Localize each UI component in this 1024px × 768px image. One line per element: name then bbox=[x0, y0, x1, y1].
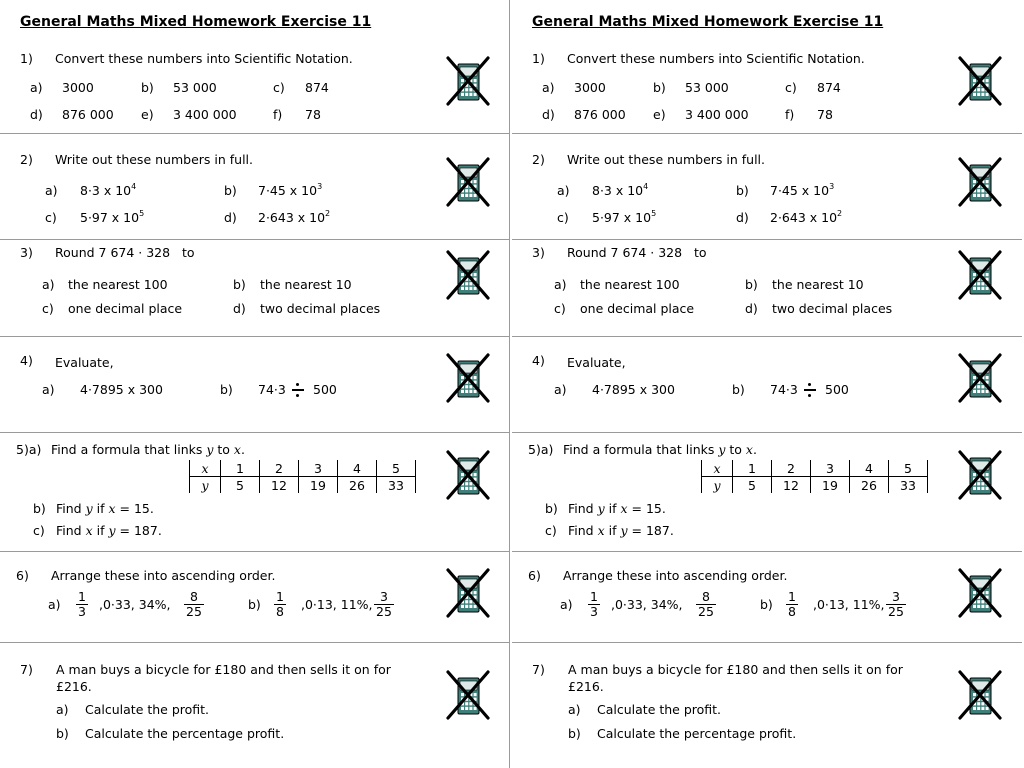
part-value: 3000 bbox=[62, 80, 94, 95]
part-label: a) bbox=[568, 702, 581, 717]
divide-sign-icon bbox=[292, 383, 304, 397]
part-label: e) bbox=[141, 107, 154, 122]
part-label: d) bbox=[542, 107, 555, 122]
question-prompt: Round 7 674 · 328 to bbox=[55, 245, 195, 260]
xy-table bbox=[701, 460, 928, 493]
part-word: Find bbox=[56, 523, 86, 538]
variable: y bbox=[620, 523, 628, 538]
table-cell: 5 bbox=[733, 477, 772, 494]
prompt-text: to bbox=[725, 442, 746, 457]
part-label: f) bbox=[785, 107, 795, 122]
table-cell: 2 bbox=[772, 460, 811, 477]
section-divider bbox=[512, 336, 1022, 337]
part-value bbox=[592, 210, 656, 227]
part-label: a) bbox=[48, 597, 61, 612]
section-divider bbox=[0, 432, 510, 433]
question-prompt: Evaluate, bbox=[567, 355, 626, 370]
part-label: b) bbox=[653, 80, 666, 95]
part-text: two decimal places bbox=[260, 301, 381, 316]
part-label: a) bbox=[42, 277, 55, 292]
part-value: 78 bbox=[305, 107, 321, 122]
part-exponent: 5 bbox=[651, 209, 657, 218]
no-calculator-icon bbox=[958, 56, 1002, 106]
question-prompt: Round 7 674 · 328 to bbox=[567, 245, 707, 260]
question-number: 2) bbox=[532, 152, 545, 167]
part-text: Calculate the percentage profit. bbox=[597, 726, 797, 741]
part-label: d) bbox=[736, 210, 749, 225]
part-value bbox=[592, 183, 648, 200]
part-word: if bbox=[92, 523, 109, 538]
part-label: d) bbox=[233, 301, 246, 316]
part-text: the nearest 100 bbox=[68, 277, 168, 292]
part-text: ,0·33, 34%, bbox=[99, 597, 171, 612]
part-label: a) bbox=[560, 597, 573, 612]
table-header: x bbox=[702, 460, 733, 477]
question-number: 5)a) bbox=[528, 442, 554, 457]
part-exponent: 3 bbox=[829, 182, 835, 191]
section-divider bbox=[512, 133, 1022, 134]
table-cell: 5 bbox=[377, 460, 416, 477]
xy-table bbox=[189, 460, 416, 493]
part-text: one decimal place bbox=[580, 301, 695, 316]
part-label: b) bbox=[736, 183, 749, 198]
table-cell: 26 bbox=[338, 477, 377, 494]
part-label: b) bbox=[248, 597, 261, 612]
fraction bbox=[184, 590, 204, 619]
part-label: d) bbox=[30, 107, 43, 122]
section-divider bbox=[0, 642, 510, 643]
part-text: Calculate the profit. bbox=[85, 702, 210, 717]
part-text: Calculate the profit. bbox=[597, 702, 722, 717]
part-base: 8·3 x 10 bbox=[592, 183, 644, 198]
part-word: = 15. bbox=[115, 501, 154, 516]
part-value bbox=[258, 183, 322, 200]
section-divider bbox=[0, 239, 510, 240]
part-value bbox=[258, 210, 330, 227]
page-title: General Maths Mixed Homework Exercise 11 bbox=[20, 14, 372, 30]
denominator: 3 bbox=[78, 604, 86, 619]
part-exponent: 4 bbox=[643, 182, 649, 191]
part-label: c) bbox=[554, 301, 566, 316]
table-cell: 19 bbox=[299, 477, 338, 494]
part-word: = 15. bbox=[627, 501, 666, 516]
part-label: b) bbox=[220, 382, 233, 397]
part-text: 500 bbox=[313, 382, 337, 397]
part-word: if bbox=[604, 501, 621, 516]
part-text: 500 bbox=[825, 382, 849, 397]
table-cell: 5 bbox=[889, 460, 928, 477]
page-title: General Maths Mixed Homework Exercise 11 bbox=[532, 14, 884, 30]
part-label: c) bbox=[545, 523, 557, 538]
part-exponent: 2 bbox=[325, 209, 331, 218]
divide-sign-icon bbox=[804, 383, 816, 397]
part-text: two decimal places bbox=[772, 301, 893, 316]
question-text: A man buys a bicycle for £180 and then sells it on for bbox=[56, 662, 391, 677]
question-text: £216. bbox=[568, 679, 604, 694]
question-number: 7) bbox=[532, 662, 545, 677]
no-calculator-icon bbox=[958, 568, 1002, 618]
part-label: b) bbox=[141, 80, 154, 95]
denominator: 25 bbox=[186, 604, 202, 619]
prompt-text: Find a formula that links bbox=[51, 442, 207, 457]
section-divider bbox=[0, 336, 510, 337]
part-label: b) bbox=[224, 183, 237, 198]
prompt-text: . bbox=[240, 442, 245, 457]
table-row bbox=[190, 460, 416, 477]
part-label: b) bbox=[56, 726, 69, 741]
numerator: 1 bbox=[590, 589, 598, 604]
part-value: 78 bbox=[817, 107, 833, 122]
denominator: 25 bbox=[888, 604, 904, 619]
variable: x bbox=[108, 501, 116, 516]
fraction bbox=[274, 590, 286, 619]
part-base: 7·45 x 10 bbox=[258, 183, 318, 198]
part-word: Find bbox=[56, 501, 86, 516]
part-label: c) bbox=[42, 301, 54, 316]
table-cell: 12 bbox=[772, 477, 811, 494]
section-divider bbox=[512, 642, 1022, 643]
part-value: 3000 bbox=[574, 80, 606, 95]
part-label: c) bbox=[273, 80, 285, 95]
table-cell: 1 bbox=[733, 460, 772, 477]
no-calculator-icon bbox=[446, 568, 490, 618]
no-calculator-icon bbox=[446, 670, 490, 720]
part-label: a) bbox=[56, 702, 69, 717]
part-label: e) bbox=[653, 107, 666, 122]
part-label: d) bbox=[745, 301, 758, 316]
part-label: b) bbox=[233, 277, 246, 292]
section-divider bbox=[512, 551, 1022, 552]
table-cell: 3 bbox=[811, 460, 850, 477]
denominator: 25 bbox=[376, 604, 392, 619]
table-row bbox=[190, 477, 416, 494]
part-label: f) bbox=[273, 107, 283, 122]
part-text: the nearest 10 bbox=[772, 277, 864, 292]
fraction bbox=[786, 590, 798, 619]
table-cell: 1 bbox=[221, 460, 260, 477]
part-base: 2·643 x 10 bbox=[258, 210, 326, 225]
variable: y bbox=[206, 442, 214, 457]
part-label: a) bbox=[542, 80, 555, 95]
prompt-text: to bbox=[213, 442, 234, 457]
section-divider bbox=[512, 432, 1022, 433]
section-divider bbox=[0, 133, 510, 134]
variable: y bbox=[108, 523, 116, 538]
part-text bbox=[568, 523, 674, 538]
table-cell: 3 bbox=[299, 460, 338, 477]
table-cell: 12 bbox=[260, 477, 299, 494]
table-row bbox=[702, 460, 928, 477]
table-header: y bbox=[702, 477, 733, 494]
question-number: 6) bbox=[16, 568, 29, 583]
variable: x bbox=[745, 442, 753, 457]
part-label: c) bbox=[785, 80, 797, 95]
part-value: 3 400 000 bbox=[685, 107, 749, 122]
question-text: £216. bbox=[56, 679, 92, 694]
part-text: ,0·13, 11%, bbox=[813, 597, 885, 612]
numerator: 1 bbox=[788, 589, 796, 604]
question-prompt: Write out these numbers in full. bbox=[567, 152, 765, 167]
question-prompt: Convert these numbers into Scientific Notation. bbox=[567, 51, 865, 66]
no-calculator-icon bbox=[446, 450, 490, 500]
no-calculator-icon bbox=[958, 450, 1002, 500]
part-value: 53 000 bbox=[173, 80, 217, 95]
question-prompt: Convert these numbers into Scientific Notation. bbox=[55, 51, 353, 66]
question-prompt bbox=[563, 442, 757, 457]
table-cell: 4 bbox=[338, 460, 377, 477]
no-calculator-icon bbox=[958, 670, 1002, 720]
numerator: 3 bbox=[374, 590, 394, 605]
question-prompt: Arrange these into ascending order. bbox=[51, 568, 276, 583]
fraction bbox=[696, 590, 716, 619]
no-calculator-icon bbox=[446, 157, 490, 207]
part-text: 74·3 bbox=[770, 382, 798, 397]
table-cell: 5 bbox=[221, 477, 260, 494]
question-number: 7) bbox=[20, 662, 33, 677]
no-calculator-icon bbox=[446, 353, 490, 403]
part-base: 5·97 x 10 bbox=[80, 210, 140, 225]
numerator: 8 bbox=[184, 590, 204, 605]
part-label: a) bbox=[554, 277, 567, 292]
denominator: 8 bbox=[276, 604, 284, 619]
no-calculator-icon bbox=[446, 56, 490, 106]
part-word: Find bbox=[568, 501, 598, 516]
no-calculator-icon bbox=[958, 353, 1002, 403]
part-label: a) bbox=[45, 183, 58, 198]
part-word: if bbox=[604, 523, 621, 538]
center-divider bbox=[509, 0, 510, 768]
part-label: b) bbox=[33, 501, 46, 516]
part-label: b) bbox=[745, 277, 758, 292]
question-text: A man buys a bicycle for £180 and then sells it on for bbox=[568, 662, 903, 677]
part-word: = 187. bbox=[627, 523, 674, 538]
part-exponent: 3 bbox=[317, 182, 323, 191]
table-header: x bbox=[190, 460, 221, 477]
worksheet-right bbox=[512, 0, 1024, 768]
numerator: 8 bbox=[696, 590, 716, 605]
part-value bbox=[80, 183, 136, 200]
part-label: c) bbox=[557, 210, 569, 225]
part-value: 3 400 000 bbox=[173, 107, 237, 122]
question-number: 3) bbox=[20, 245, 33, 260]
table-cell: 33 bbox=[889, 477, 928, 494]
part-text: one decimal place bbox=[68, 301, 183, 316]
variable: x bbox=[620, 501, 628, 516]
table-cell: 2 bbox=[260, 460, 299, 477]
part-label: b) bbox=[760, 597, 773, 612]
part-value bbox=[770, 210, 842, 227]
part-text bbox=[56, 501, 154, 516]
part-value: 874 bbox=[305, 80, 329, 95]
part-value: 876 000 bbox=[62, 107, 114, 122]
denominator: 25 bbox=[698, 604, 714, 619]
question-prompt: Evaluate, bbox=[55, 355, 114, 370]
numerator: 3 bbox=[886, 590, 906, 605]
part-label: a) bbox=[30, 80, 43, 95]
variable: x bbox=[233, 442, 241, 457]
part-label: c) bbox=[33, 523, 45, 538]
part-value: 53 000 bbox=[685, 80, 729, 95]
question-number: 4) bbox=[20, 353, 33, 368]
part-text: the nearest 10 bbox=[260, 277, 352, 292]
fraction bbox=[886, 590, 906, 619]
question-number: 5)a) bbox=[16, 442, 42, 457]
part-text: 74·3 bbox=[258, 382, 286, 397]
question-number: 2) bbox=[20, 152, 33, 167]
no-calculator-icon bbox=[958, 157, 1002, 207]
denominator: 3 bbox=[590, 604, 598, 619]
table-row bbox=[702, 477, 928, 494]
part-word: = 187. bbox=[115, 523, 162, 538]
fraction bbox=[588, 590, 600, 619]
table-header: y bbox=[190, 477, 221, 494]
table-cell: 26 bbox=[850, 477, 889, 494]
part-text: the nearest 100 bbox=[580, 277, 680, 292]
part-text: 4·7895 x 300 bbox=[592, 382, 675, 397]
no-calculator-icon bbox=[958, 250, 1002, 300]
question-number: 1) bbox=[532, 51, 545, 66]
question-number: 6) bbox=[528, 568, 541, 583]
part-text: 4·7895 x 300 bbox=[80, 382, 163, 397]
part-base: 5·97 x 10 bbox=[592, 210, 652, 225]
part-value: 874 bbox=[817, 80, 841, 95]
fraction bbox=[374, 590, 394, 619]
part-value bbox=[770, 183, 834, 200]
part-label: a) bbox=[557, 183, 570, 198]
part-base: 7·45 x 10 bbox=[770, 183, 830, 198]
question-number: 4) bbox=[532, 353, 545, 368]
part-label: b) bbox=[545, 501, 558, 516]
part-exponent: 4 bbox=[131, 182, 137, 191]
question-number: 3) bbox=[532, 245, 545, 260]
variable: y bbox=[597, 501, 605, 516]
question-number: 1) bbox=[20, 51, 33, 66]
prompt-text: Find a formula that links bbox=[563, 442, 719, 457]
part-label: b) bbox=[732, 382, 745, 397]
table-cell: 19 bbox=[811, 477, 850, 494]
variable: x bbox=[597, 523, 605, 538]
part-word: if bbox=[92, 501, 109, 516]
part-exponent: 5 bbox=[139, 209, 145, 218]
denominator: 8 bbox=[788, 604, 796, 619]
part-value bbox=[80, 210, 144, 227]
part-word: Find bbox=[568, 523, 598, 538]
part-label: a) bbox=[554, 382, 567, 397]
question-prompt: Write out these numbers in full. bbox=[55, 152, 253, 167]
question-prompt: Arrange these into ascending order. bbox=[563, 568, 788, 583]
prompt-text: . bbox=[752, 442, 757, 457]
fraction bbox=[76, 590, 88, 619]
numerator: 1 bbox=[276, 589, 284, 604]
question-prompt bbox=[51, 442, 245, 457]
part-label: c) bbox=[45, 210, 57, 225]
part-base: 2·643 x 10 bbox=[770, 210, 838, 225]
no-calculator-icon bbox=[446, 250, 490, 300]
table-cell: 4 bbox=[850, 460, 889, 477]
part-label: d) bbox=[224, 210, 237, 225]
part-text bbox=[568, 501, 666, 516]
part-text bbox=[56, 523, 162, 538]
table-cell: 33 bbox=[377, 477, 416, 494]
section-divider bbox=[0, 551, 510, 552]
part-base: 8·3 x 10 bbox=[80, 183, 132, 198]
section-divider bbox=[512, 239, 1022, 240]
variable: y bbox=[85, 501, 93, 516]
part-label: a) bbox=[42, 382, 55, 397]
part-value: 876 000 bbox=[574, 107, 626, 122]
part-text: ,0·13, 11%, bbox=[301, 597, 373, 612]
part-label: b) bbox=[568, 726, 581, 741]
variable: y bbox=[718, 442, 726, 457]
numerator: 1 bbox=[78, 589, 86, 604]
variable: x bbox=[85, 523, 93, 538]
part-exponent: 2 bbox=[837, 209, 843, 218]
part-text: ,0·33, 34%, bbox=[611, 597, 683, 612]
part-text: Calculate the percentage profit. bbox=[85, 726, 285, 741]
